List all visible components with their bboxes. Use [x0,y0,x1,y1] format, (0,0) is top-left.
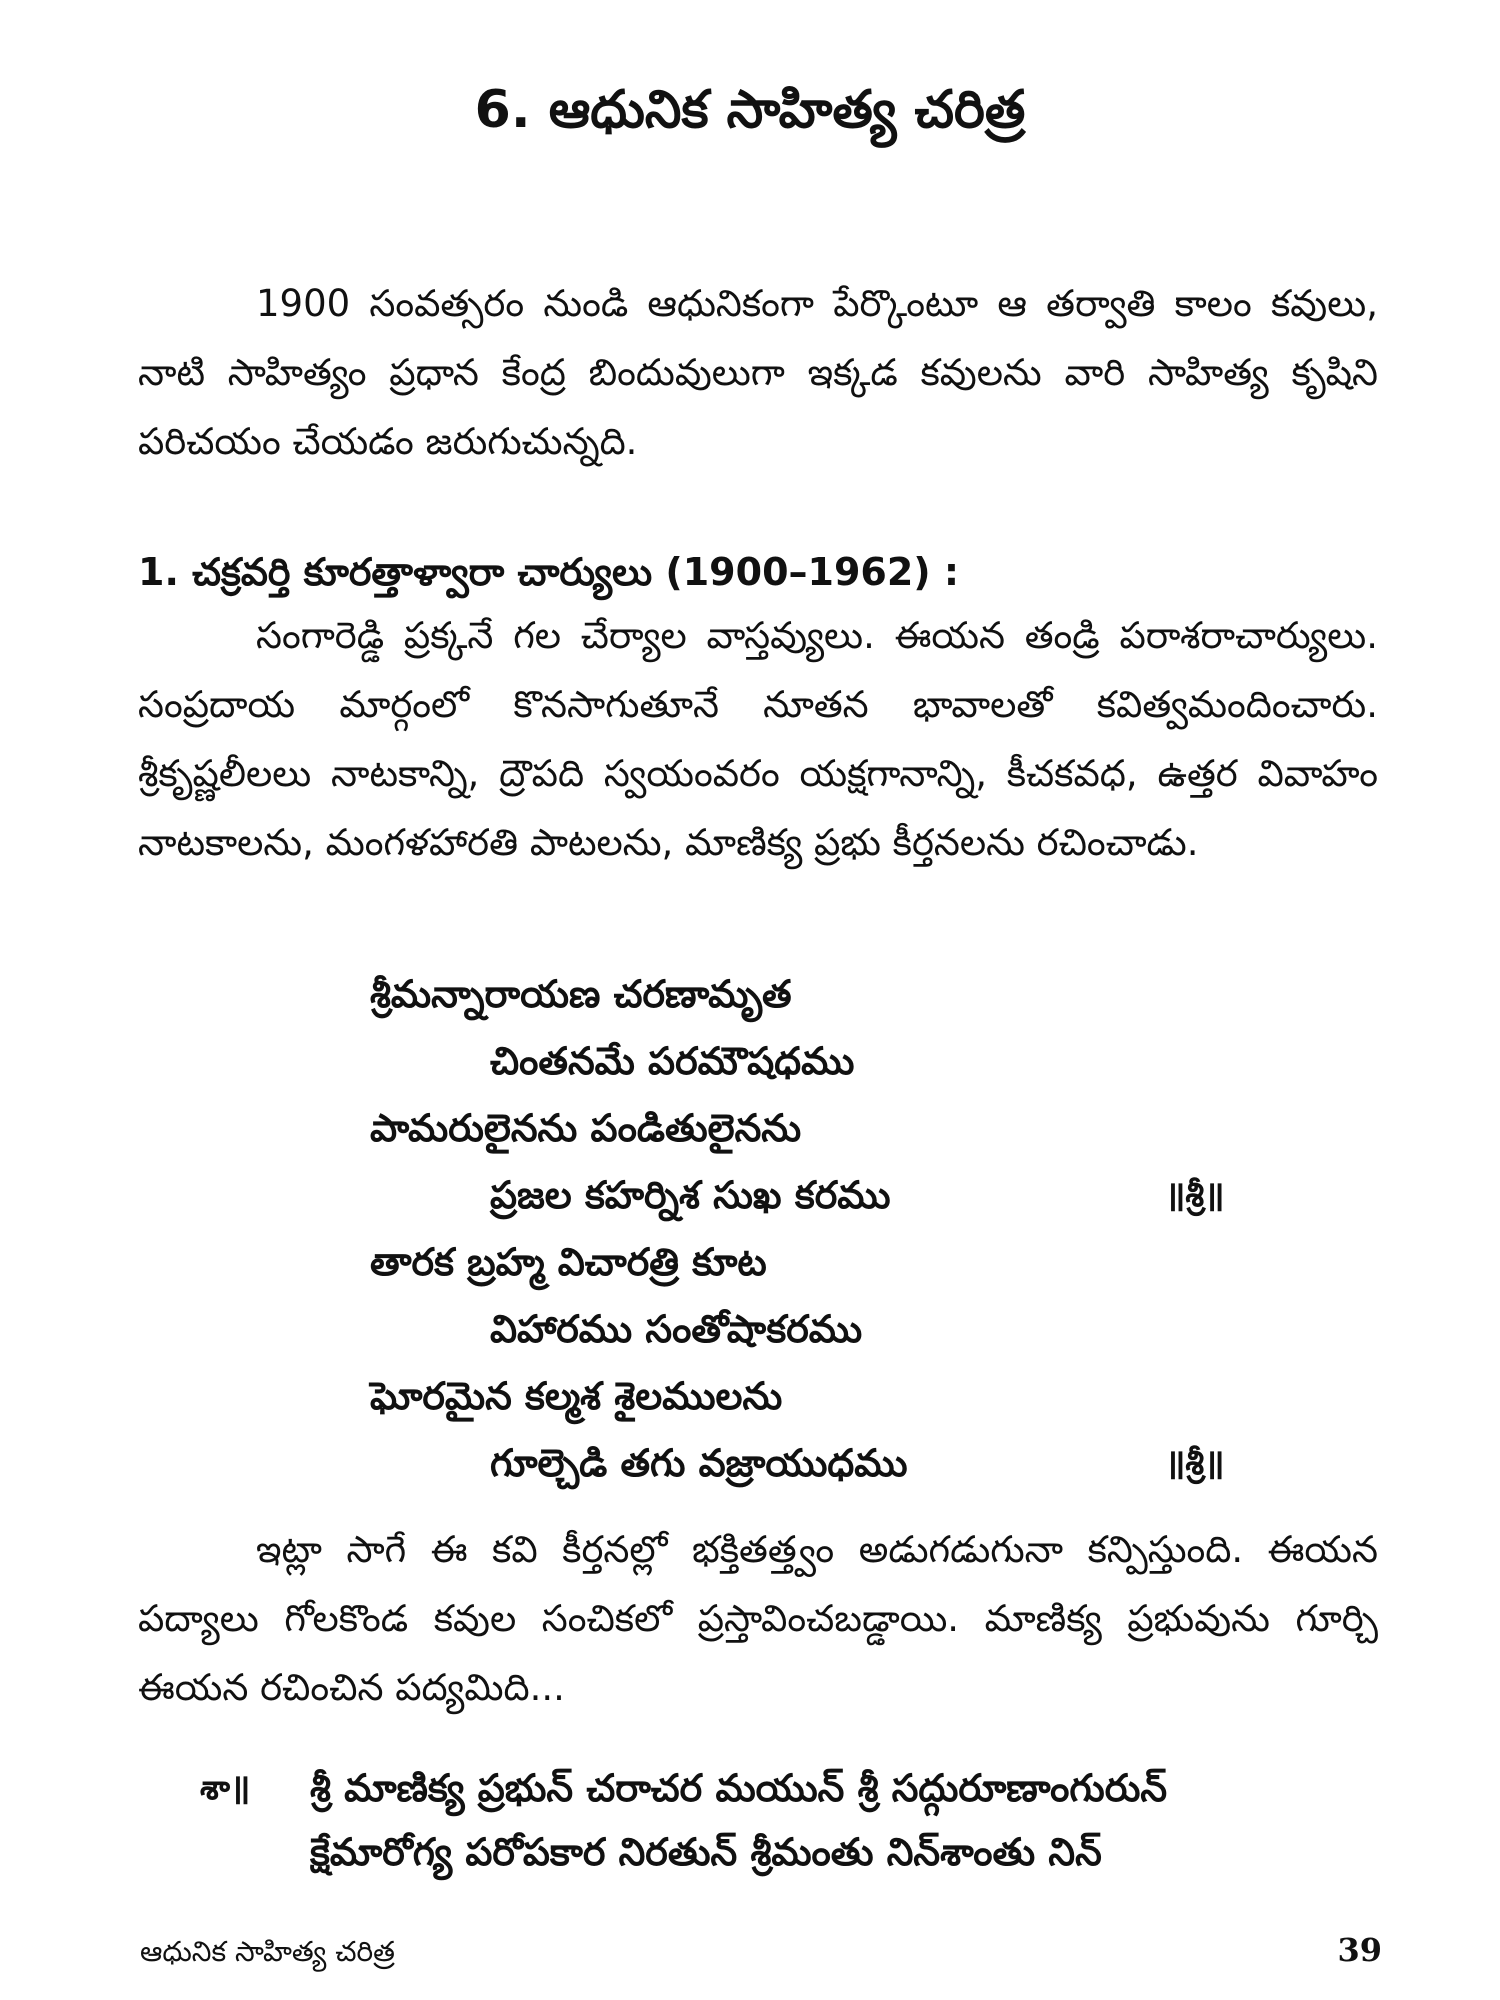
running-footer-title: ఆధునిక సాహిత్య చరిత్ర [140,1935,395,1968]
poem-line: తారక బ్రహ్మ విచారత్రి కూట [370,1240,767,1284]
poem-line: చింతనమే పరమౌషధము [490,1039,855,1083]
verse-line: శ్రీ మాణిక్య ప్రభున్ చరాచర మయున్ శ్రీ సద్గురూణాంగురున్ [310,1766,1168,1810]
poem-line: పామరులైనను పండితులైనను [370,1106,802,1150]
closing-paragraph-text: ఇట్లా సాగే ఈ కవి కీర్తనల్లో భక్తితత్త్వం అడుగడుగునా కన్పిస్తుంది. ఈయన పద్యాలు గోలకొండ కవుల సంచికలో ప్రస్తావించబడ్డాయి. మాణిక్య ప్రభువును గూర్చి ఈయన రచించిన పద్యమిది... [138,1528,1378,1709]
poem-refrain-marker: ॥శ్రీ॥ [1165,1175,1225,1215]
intro-paragraph [138,269,1378,476]
section-heading: 1. చక్రవర్తి కూరత్తాళ్వారా చార్యులు (1900–1962) : [138,550,960,594]
poem-line: ప్రజల కహర్నిశ సుఖ కరము [490,1173,891,1217]
chapter-title: 6. ఆధునిక సాహిత్య చరిత్ర [474,80,1026,140]
poem-line: శ్రీమన్నారాయణ చరణామృత [370,972,792,1016]
poem-refrain-marker: ॥శ్రీ॥ [1165,1443,1225,1483]
poem-line: గూల్చెడి తగు వజ్రాయుధము [490,1441,908,1485]
poem-line: విహారము సంతోషాకరము [490,1307,863,1351]
closing-paragraph [138,1515,1378,1722]
section-paragraph [138,601,1378,877]
poem-line: ఘోరమైన కల్మశ శైలములను [370,1374,783,1418]
verse-meter-label: శా॥ [200,1768,251,1808]
page-number: 39 [1337,1931,1382,1969]
section-paragraph-text: సంగారెడ్డి ప్రక్కనే గల చేర్యాల వాస్తవ్యులు. ఈయన తండ్రి పరాశరాచార్యులు. సంప్రదాయ మార్గంలో కొనసాగుతూనే నూతన భావాలతో కవిత్వమందించారు. శ్రీకృష్ణలీలలు నాటకాన్ని, ద్రౌపది స్వయంవరం యక్షగానాన్ని, కీచకవధ, ఉత్తర వివాహం నాటకాలను, మంగళహారతి పాటలను, మాణిక్య ప్రభు కీర్తనలను రచించాడు. [138,614,1378,864]
verse-line: క్షేమారోగ్య పరోపకార నిరతున్ శ్రీమంతు నిన్‌శాంతు నిన్ [310,1830,1102,1874]
intro-paragraph-text: 1900 సంవత్సరం నుండి ఆధునికంగా పేర్కొంటూ ఆ తర్వాతి కాలం కవులు, నాటి సాహిత్యం ప్రధాన కేంద్ర బిందువులుగా ఇక్కడ కవులను వారి సాహిత్య కృషిని పరిచయం చేయడం జరుగుచున్నది. [138,282,1378,463]
